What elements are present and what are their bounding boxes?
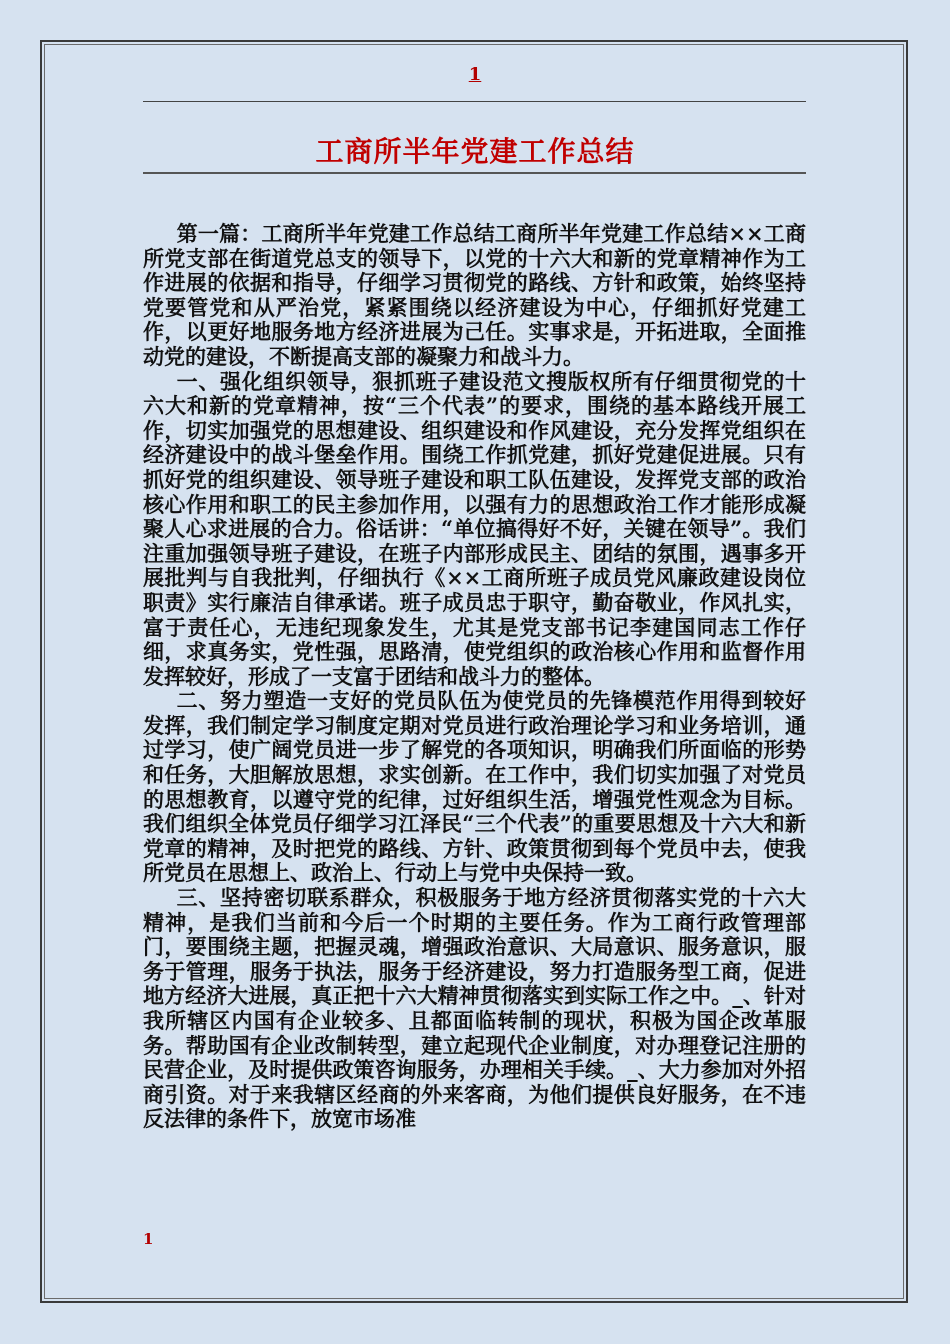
document-body [143, 222, 806, 1132]
header-page-number-text: 1 [468, 64, 482, 85]
title-rule [143, 172, 806, 174]
paragraph-4: 三、坚持密切联系群众，积极服务于地方经济贯彻落实党的十六大精神，是我们当前和今后一个时期的主要任务。作为工商行政管理部门，要围绕主题，把握灵魂，增强政治意识、大局意识、服务意识，服务于管理，服务于执法，服务于经济建设，努力打造服务型工商，促进地方经济大进展，真正把十六大精神贯彻落实到实际工作之中。_、针对我所辖区内国有企业较多、且都面临转制的现状，积极为国企改革服务。帮助国有企业改制转型，建立起现代企业制度，对办理登记注册的民营企业，及时提供政策咨询服务，办理相关手续。_、大力参加对外招商引资。对于来我辖区经商的外来客商，为他们提供良好服务，在不违反法律的条件下，放宽市场准 [143, 885, 806, 1132]
footer-page-number: 1 [143, 1230, 154, 1248]
paragraph-1: 第一篇：工商所半年党建工作总结工商所半年党建工作总结××工商所党支部在街道党总支的领导下，以党的十六大和新的党章精神作为工作进展的依据和指导，仔细学习贯彻党的路线、方针和政策，始终坚持党要管党和从严治党，紧紧围绕以经济建设为中心，仔细抓好党建工作，以更好地服务地方经济进展为己任。实事求是，开拓进取，全面推动党的建设，不断提高支部的凝聚力和战斗力。 [143, 221, 806, 369]
paragraph-3: 二、努力塑造一支好的党员队伍为使党员的先锋模范作用得到较好发挥，我们制定学习制度定期对党员进行政治理论学习和业务培训，通过学习，使广阔党员进一步了解党的各项知识，明确我们所面临的形势和任务，大胆解放思想，求实创新。在工作中，我们切实加强了对党员的思想教育，以遵守党的纪律，过好组织生活，增强党性观念为目标。我们组织全体党员仔细学习江泽民“三个代表”的重要思想及十六大和新党章的精神，及时把党的路线、方针、政策贯彻到每个党员中去，使我所党员在思想上、政治上、行动上与党中央保持一致。 [143, 688, 806, 886]
paragraph-2: 一、强化组织领导，狠抓班子建设范文搜版权所有仔细贯彻党的十六大和新的党章精神，按“三个代表”的要求，围绕的基本路线开展工作，切实加强党的思想建设、组织建设和作风建设，充分发挥党组织在经济建设中的战斗堡垒作用。围绕工作抓党建，抓好党建促进展。只有抓好党的组织建设、领导班子建设和职工队伍建设，发挥党支部的政治核心作用和职工的民主参加作用，以强有力的思想政治工作才能形成凝聚人心求进展的合力。俗话讲：“单位搞得好不好，关键在领导”。我们注重加强领导班子建设，在班子内部形成民主、团结的氛围，遇事多开展批判与自我批判，仔细执行《××工商所班子成员党风廉政建设岗位职责》实行廉洁自律承诺。班子成员忠于职守，勤奋敬业，作风扎实，富于责任心，无违纪现象发生，尤其是党支部书记李建国同志工作仔细，求真务实，党性强，思路清，使党组织的政治核心作用和监督作用发挥较好，形成了一支富于团结和战斗力的整体。 [143, 368, 806, 689]
header-rule [143, 101, 806, 102]
document-title: 工商所半年党建工作总结 [315, 135, 635, 168]
header-page-number [0, 64, 950, 85]
